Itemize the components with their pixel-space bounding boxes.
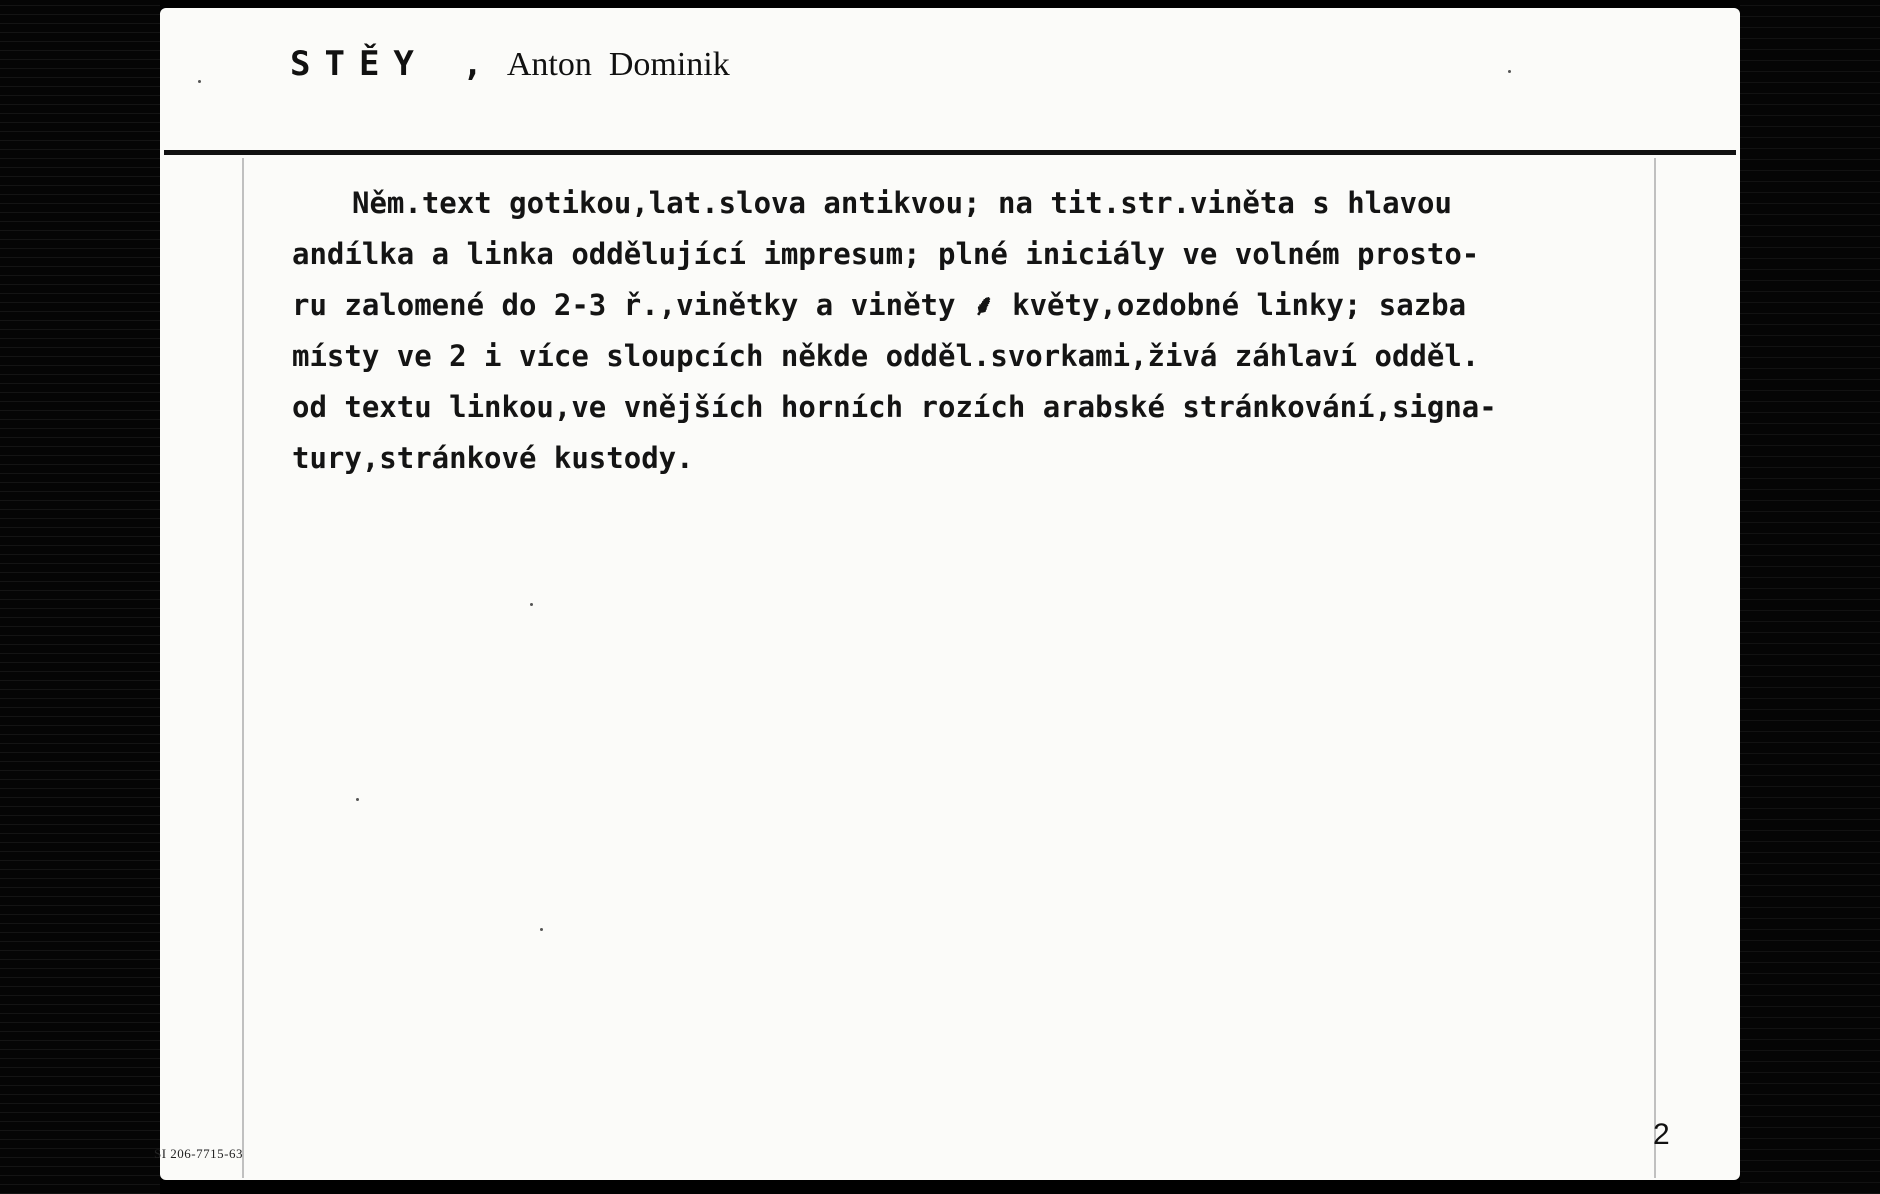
- body-line: tury,stránkové kustody.: [292, 441, 694, 475]
- card-body-text: [292, 178, 1664, 484]
- body-line: od textu linkou,ve vnějších horních rozích arabské stránkování,signa-: [292, 390, 1497, 424]
- catalog-card: [154, 8, 1740, 1180]
- dust-speck: [1508, 70, 1511, 73]
- form-code: SI 206-7715-63: [154, 1146, 243, 1161]
- body-line: místy ve 2 i více sloupcích někde odděl.svorkami,živá záhlaví odděl.: [292, 339, 1480, 373]
- heading-rule: [164, 150, 1736, 155]
- dust-speck: [530, 603, 533, 606]
- heading-given-names: Anton Dominik: [506, 46, 730, 83]
- heading-surname: STĚY ,: [290, 44, 497, 84]
- scanner-border-right: [1740, 0, 1880, 1194]
- dust-speck: [356, 798, 359, 801]
- body-line: Něm.text gotikou,lat.slova antikvou; na tit.str.viněta s hlavou: [352, 186, 1452, 220]
- body-line: andílka a linka oddělující impresum; plné iniciály ve volném prosto-: [292, 237, 1480, 271]
- dust-speck: [198, 80, 201, 83]
- scanner-border-left: [0, 0, 160, 1194]
- card-number: 2: [1653, 1118, 1670, 1151]
- card-heading: [290, 44, 730, 84]
- dust-speck: [540, 928, 543, 931]
- body-line: ru zalomené do 2-3 ř.,vinětky a viněty ⸙ květy,ozdobné linky; sazba: [292, 288, 1467, 322]
- left-margin-line: [242, 158, 244, 1178]
